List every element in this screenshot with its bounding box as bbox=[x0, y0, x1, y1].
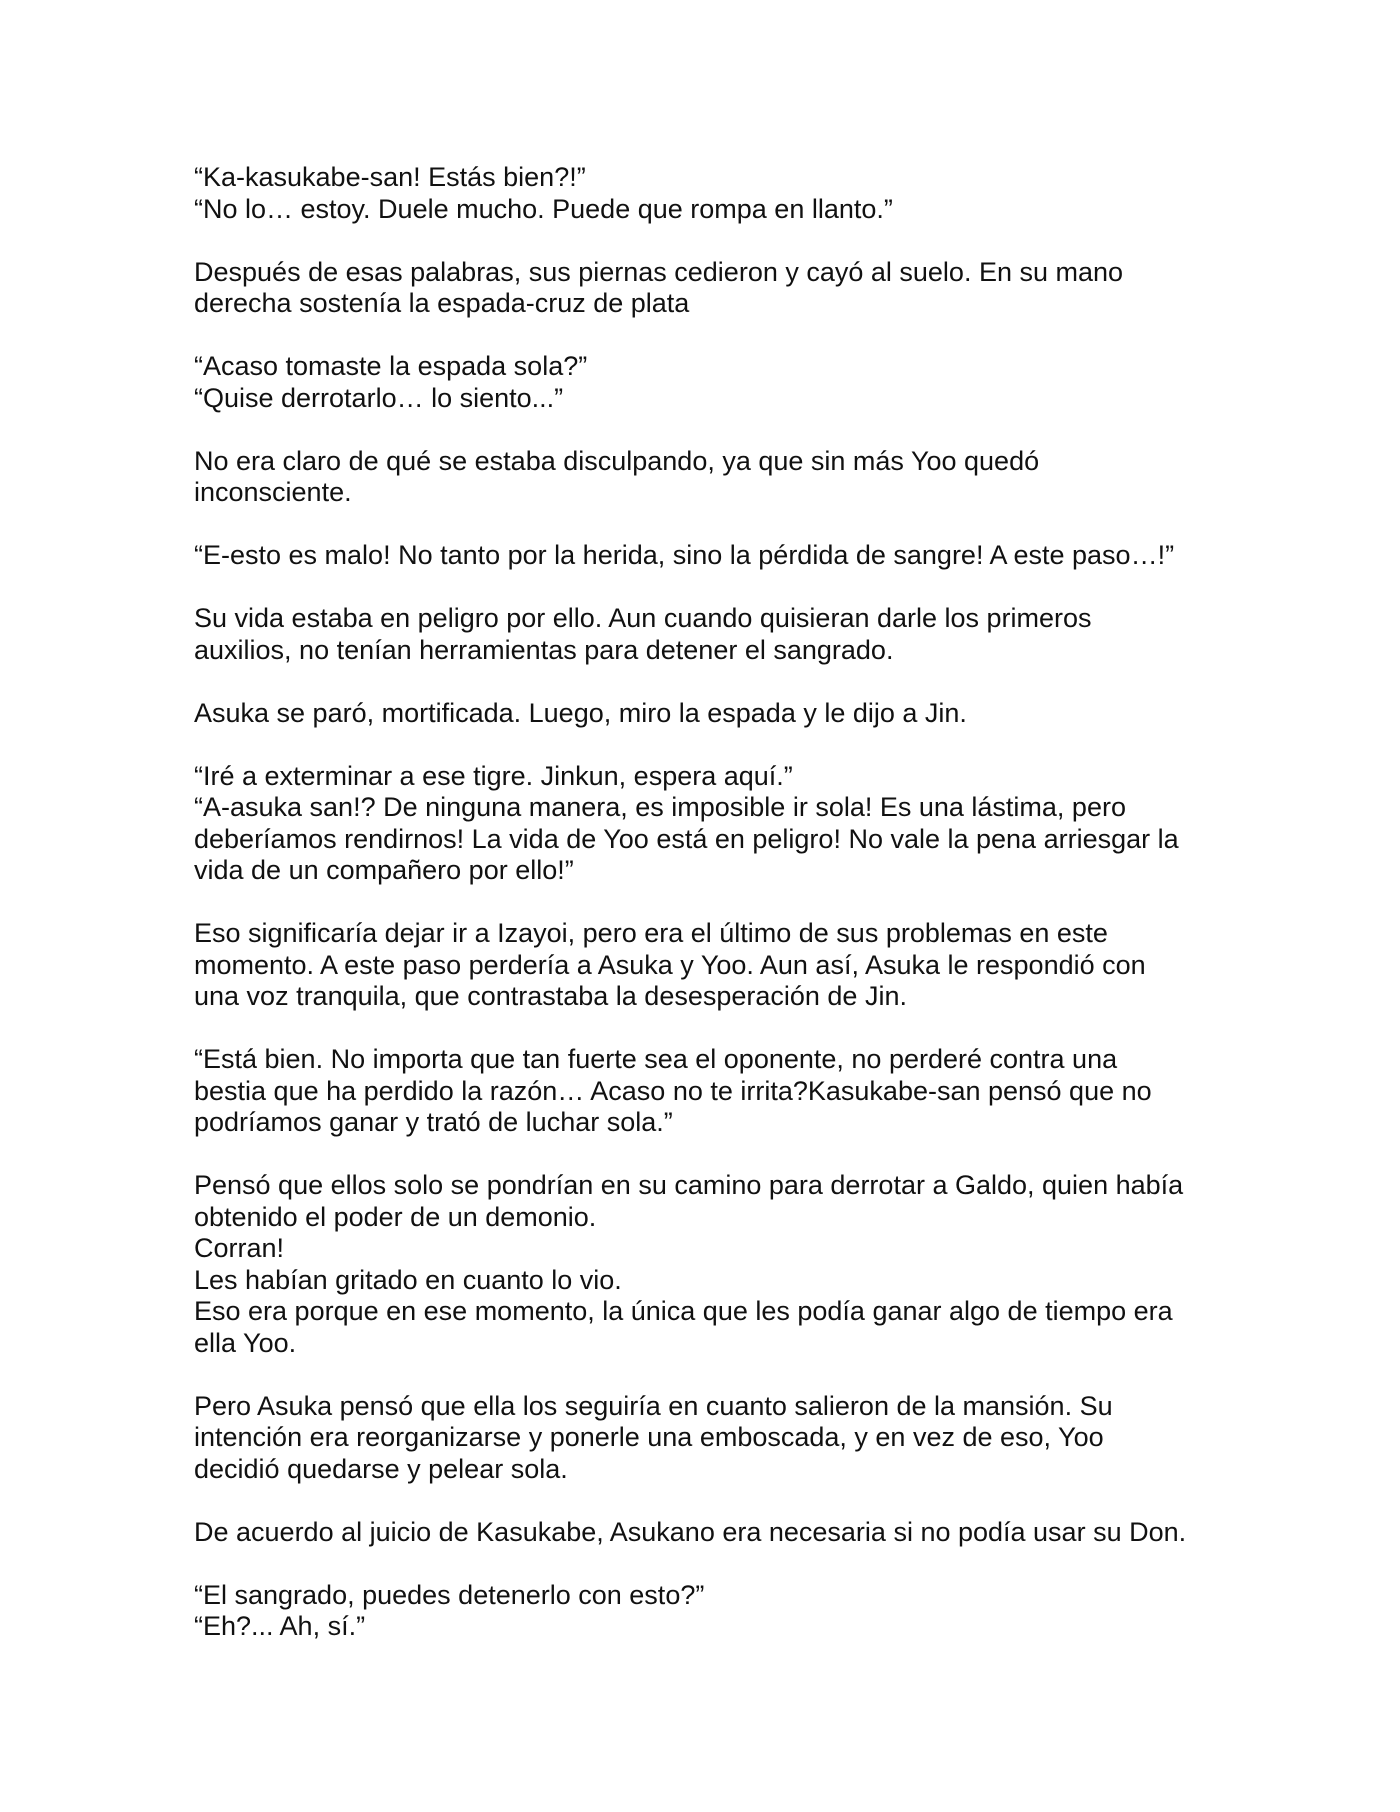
text-line: intención era reorganizarse y ponerle una emboscada, y en vez de eso, Yoo bbox=[194, 1422, 1104, 1452]
text-line: ella Yoo. bbox=[194, 1327, 297, 1358]
text-line: decidió quedarse y pelear sola. bbox=[194, 1453, 568, 1484]
paragraph-10 bbox=[194, 1044, 1224, 1139]
text-line: derecha sostenía la espada-cruz de plata bbox=[194, 288, 690, 318]
text-line: Pero Asuka pensó que ella los seguiría en cuanto salieron de la mansión. Su bbox=[194, 1390, 1113, 1421]
text-line: Asuka se paró, mortificada. Luego, miro la espada y le dijo a Jin. bbox=[194, 697, 967, 728]
text-line: No era claro de qué se estaba disculpando, ya que sin más Yoo quedó bbox=[194, 445, 1040, 476]
text-line: De acuerdo al juicio de Kasukabe, Asukano era necesaria si no podía usar su Don. bbox=[194, 1516, 1187, 1547]
text-line: “Está bien. No importa que tan fuerte sea el oponente, no perderé contra una bbox=[194, 1044, 1118, 1074]
text-line: “Eh?... Ah, sí.” bbox=[194, 1611, 366, 1641]
paragraph-8 bbox=[194, 761, 1224, 887]
text-line: “Quise derrotarlo… lo siento...” bbox=[194, 382, 564, 413]
text-line: podríamos ganar y trató de luchar sola.” bbox=[194, 1107, 673, 1137]
text-line: “El sangrado, puedes detenerlo con esto?” bbox=[194, 1579, 705, 1610]
paragraph-13 bbox=[194, 1517, 1224, 1549]
paragraph-9 bbox=[194, 918, 1224, 1013]
paragraph-6 bbox=[194, 603, 1224, 666]
text-line: inconsciente. bbox=[194, 477, 352, 507]
text-line: “Ka-kasukabe-san! Estás bien?!” bbox=[194, 162, 586, 192]
text-line: auxilios, no tenían herramientas para detener el sangrado. bbox=[194, 634, 894, 665]
text-line: “Iré a exterminar a ese tigre. Jinkun, espera aquí.” bbox=[194, 760, 793, 791]
text-line: obtenido el poder de un demonio. bbox=[194, 1201, 597, 1232]
paragraph-7 bbox=[194, 698, 1224, 730]
text-line: deberíamos rendirnos! La vida de Yoo está en peligro! No vale la pena arriesgar la bbox=[194, 823, 1179, 854]
text-line: bestia que ha perdido la razón… Acaso no te irrita?Kasukabe-san pensó que no bbox=[194, 1075, 1152, 1106]
paragraph-1 bbox=[194, 162, 1224, 225]
paragraph-5 bbox=[194, 540, 1224, 572]
text-line: “A-asuka san!? De ninguna manera, es imposible ir sola! Es una lástima, pero bbox=[194, 792, 1126, 822]
text-line: Después de esas palabras, sus piernas cedieron y cayó al suelo. En su mano bbox=[194, 256, 1124, 287]
text-line: una voz tranquila, que contrastaba la desesperación de Jin. bbox=[194, 981, 907, 1011]
text-line: momento. A este paso perdería a Asuka y Yoo. Aun así, Asuka le respondió con bbox=[194, 949, 1146, 980]
text-line: “E-esto es malo! No tanto por la herida, sino la pérdida de sangre! A este paso…!” bbox=[194, 540, 1175, 570]
paragraph-12 bbox=[194, 1391, 1224, 1486]
document-page bbox=[194, 162, 1224, 1674]
text-line: Corran! bbox=[194, 1233, 285, 1263]
text-line: Pensó que ellos solo se pondrían en su camino para derrotar a Galdo, quien había bbox=[194, 1170, 1184, 1200]
text-line: “Acaso tomaste la espada sola?” bbox=[194, 351, 588, 381]
text-line: Eso era porque en ese momento, la única que les podía ganar algo de tiempo era bbox=[194, 1296, 1173, 1326]
paragraph-14 bbox=[194, 1580, 1224, 1643]
text-line: Les habían gritado en cuanto lo vio. bbox=[194, 1264, 622, 1295]
paragraph-11 bbox=[194, 1170, 1224, 1359]
paragraph-2 bbox=[194, 257, 1224, 320]
paragraph-3 bbox=[194, 351, 1224, 414]
text-line: Eso significaría dejar ir a Izayoi, pero era el último de sus problemas en este bbox=[194, 918, 1108, 948]
text-line: “No lo… estoy. Duele mucho. Puede que rompa en llanto.” bbox=[194, 193, 893, 224]
text-line: vida de un compañero por ello!” bbox=[194, 855, 574, 885]
paragraph-4 bbox=[194, 446, 1224, 509]
text-line: Su vida estaba en peligro por ello. Aun cuando quisieran darle los primeros bbox=[194, 603, 1092, 633]
